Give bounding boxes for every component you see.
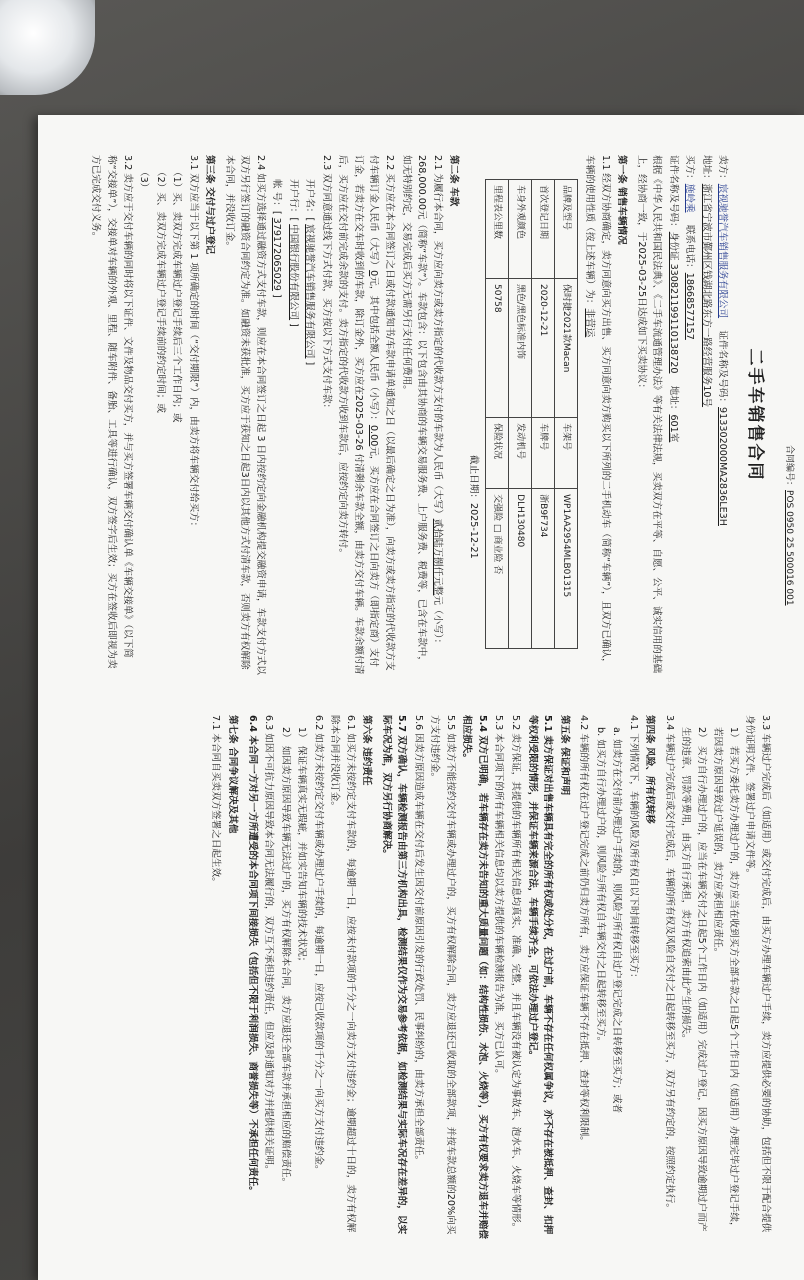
clause-2-1-text: 2.1 为履行本合同，买方应向卖方或卖方指定的代收款方支付的车款为人民币（大写） [431,155,443,519]
buyer-label: 买方： [684,155,696,184]
clause-6-2-item-1: 1） 保证车辆真实无瑕疵，并如实告知车辆的技术状况； [296,727,308,967]
vehicle-table-value: WP1AA2954MLB01315 [554,489,577,649]
insurance-expiry-value: 2025-12-21 [467,502,479,559]
article-1-heading: 第一条 销售车辆情况 [616,155,628,245]
seller-address-label: 地址： [700,155,712,184]
clause-5-6: 5.6 因卖方原因造成车辆在交付后发生因交付前原因引发的行政处罚、民事纠纷的，由卖方承担全部责任。 [412,715,424,1166]
clause-6-2-item-2: 2） 如因卖方原因导致车辆无法过户的，买方有权解除本合同，卖方应退还全部车款并承担相应的赔偿责任。 [279,727,291,1188]
buyer-id-line [665,155,681,675]
vehicle-table-key: 保险状况 [485,418,508,489]
preamble: 根据《中华人民共和国民法典》、《二手车流通管理办法》等有关法律法规，买卖双方在平等、自愿、公平、诚实信用的基础上，经协商一致，于2025-03-25日达成如下买卖协议： [635,155,663,674]
buyer-phone: 18668577157 [684,272,696,340]
buyer-address-label: 地址： [667,385,679,415]
clause-3-1-option-2: （2）买、卖双方完成车辆过户登记手续前的约定时间；或 [154,167,166,413]
clause-2-1 [398,155,445,675]
account-number: 379172065029 [271,217,283,291]
article-5-heading: 第五条 保证和声明 [558,715,570,796]
buyer-phone-label: 联系电话： [684,224,696,273]
clause-5-7: 5.7 双方确认，车辆检测报告由第三方机构出具，检测结果仅作为交易参考依据，如检测结果与实际车况存在差异的，以实际车况为准，双方另行协商解决。 [380,715,408,1235]
payee-name: 宸视驰誉汽车销售服务有限公司 [304,224,316,359]
buyer-name: 施岭乘 [684,183,696,213]
left-column [87,155,774,675]
vehicle-table-value: DLH130480 [508,489,531,649]
clause-5-5: 5.5 如卖方不能按约交付车辆或办理过户的，买方有权解除合同，卖方应退还已收取的全部款项，并按车款总额的20%向买方支付违约金。 [429,715,456,1235]
clause-5-4: 5.4 双方已明确，若车辆存在卖方未告知的重大质量问题（如：结构性损伤、水泡、火烧等），买方有权要求卖方退车并赔偿相应损失。 [461,715,488,1240]
clause-3-3: 3.3 车辆过户完成后（如适用）或交付完成后，由买方办理车辆过户手续，卖方应提供必要的协助，包括但不限于配合提供身份证明文件、签署过户申请文件等。 [744,715,771,1233]
clause-3-1-option-3: （3） [138,167,150,193]
contract-page-rotated [38,115,804,1280]
deposit-uppercase: 0 [368,270,380,277]
contract-title: 二手车销售合同 [745,348,765,482]
vehicle-table-key: 首次登记日期 [531,180,554,279]
clause-6-1: 6.1 如买方未按约定支付车款的，每逾期一日，应按未付款项的千分之一向卖方支付违约金；逾期超过十日的，卖方有权解除本合同并没收订金。 [329,715,356,1233]
contract-paper [38,115,804,1280]
buyer-address: 601室 [667,414,679,443]
seller-address: 浙江省宁波市鄞州区钱湖北路东方一路经营服务10号 [700,183,712,408]
vehicle-table-key: 车架号 [554,418,577,489]
seller-name: 宸视驰誉汽车销售服务有限公司 [717,183,729,319]
vehicle-table-row [508,180,531,649]
seller-address-line [698,155,714,675]
vehicle-table-key: 品牌及型号 [554,180,577,279]
vehicle-table-row [554,180,577,649]
vehicle-table-key: 里程表公里数 [485,180,508,279]
article-3-heading: 第三条 交付与过户登记 [204,155,216,255]
vehicle-usage-value: 非营运 [584,308,596,338]
contract-number-value: POS 0950 25 500016 001 [784,490,794,606]
contract-number [781,445,796,606]
seller-line [715,155,731,675]
clause-1-1-text: 1.1 经双方协商确定，卖方同意向买方出售、买方同意向卖方购买以下所列的二手机动车（简称“车辆”），且双方已确认，车辆的使用性质（按上述车辆）为： [584,155,611,668]
clause-6-4: 6.4 本合同一方对另一方所遭受的本合同项下间接损失（包括但不限于利润损失、商誉损失等）不承担任何责任。 [246,715,258,1196]
buyer-id: 身份证 330821199110138720 [667,231,679,374]
right-column [207,715,774,1240]
vehicle-table-value: 交强险 □ 商业险 否 [485,489,508,649]
article-6-heading: 第六条 违约责任 [361,715,373,786]
clause-2-2-tail: 元，买方应在合同签订之日向卖方（即指定商）支付订金，若卖方在交车时收到的车款，除订金外，买方应在2025-03-26 付清剩余车款全额，由卖方交付车辆。车款余额付清后，买方应在交付前完成余款的支付。卖方指定的代收款方收到车款后，应按约定向卖方转付。 [337,155,380,675]
clause-2-2-rest: 元，其中包括全额人民币（小写）： [368,276,380,425]
vehicle-table-value: 2020-12-21 [531,279,554,418]
bank-label: 开户行： [287,179,299,218]
vehicle-table-value: 保时捷2021款Macan [554,279,577,418]
insurance-expiry-label: 截止日期： [467,455,479,503]
clause-2-4: 2.4 如买方选择通过融资方式支付车款，则应在本合同签订之日起 3 日内按约定向金融机构提交融资申请，车款支付方式以双方另行签订的融资合同约定为准。如融资未获批准，买方应于获知之日起3日内以其他方式付清车款，否则卖方有权解除本合同，并没收订金。 [223,155,266,675]
seller-label: 卖方： [717,155,729,184]
clause-3-3-item-1: 1） 若买方委托卖方办理过户的，卖方应当在收到买方全部车款之日起5个工作日内（如适用）办理完毕过户登记手续，若因卖方原因导致过户延误的，卖方应承担相应责任。 [712,727,739,1232]
clause-4-1: 4.1 下列情况下，车辆的风险及所有权自以下时间转移至买方： [627,715,639,983]
clause-2-3: 2.3 双方同意通过线下方式付款，买方按以下方式支付车款： [320,155,332,414]
payee-line: 开户名：[ 宸视驰誉汽车销售服务有限公司 ] [304,179,316,366]
seller-id: 913302000MA2836LE3H [717,407,729,526]
clause-6-2: 6.2 如卖方未按约定交付车辆或办理过户手续的，每逾期一日，应按已收款项的千分之一向买方支付违约金。 [312,715,324,1175]
contract-number-label: 合同编号： [784,445,794,491]
price-uppercase: 贰拾陆万捌仟元整 [431,518,443,596]
vehicle-table-key: 发动机号 [508,418,531,489]
clause-3-3-item-2: 2） 买方自行办理过户的，应当在车辆交付之日起5个工作日内（如适用）完成过户登记，因买方原因导致逾期过户而产生的违章、罚款等费用，由买方自行承担，卖方有权追索由此产生的损失。 [680,727,707,1232]
buyer-id-label: 证件名称及号码： [667,155,679,232]
deposit-amount: 0.00 [368,424,380,447]
clause-4-2: 4.2 车辆的所有权在过户登记完成之前仍归卖方所有，卖方应保证车辆不存在抵押、查封等权利限制。 [578,715,590,1146]
clause-5-3: 5.3 本合同项下的所有车辆相关信息均以卖方提供的车辆检测报告为准，买方已认可。 [493,715,505,1079]
buyer-line [682,155,698,675]
vehicle-table-row [485,180,508,649]
payee-label: 开户名： [304,179,316,218]
vehicle-table-row [531,180,554,649]
clause-3-1: 3.1 双方应当于以下第 1 项所确定的时间（“交付期限”）内，由卖方将车辆交付给买方： [187,155,199,532]
clause-4-1-b: b. 如买方自行办理过户的，则风险与所有权自车辆交付之日起转移至买方。 [594,727,606,1047]
clause-5-2: 5.2 卖方保证，其提供的车辆所有相关信息均真实、准确、完整，并且车辆没有被认定为事故车、泡水车、火烧车等情形。 [510,715,522,1233]
clause-6-3: 6.3 如因不可抗力原因导致本合同无法履行的，双方互不承担违约责任，但应及时通知对方并提供相关证明。 [263,715,275,1175]
vehicle-table-key: 车牌号 [531,418,554,489]
clause-7-1: 7.1 本合同自买卖双方签署之日起生效。 [210,715,222,887]
clause-3-2: 3.2 卖方应于交付车辆的同时将以下证件、文件及物品交付买方，并与买方签署车辆交付确认单《车辆交接单》（以下简称“交接单”），交接单对车辆的外观、里程、随车附件、备胎、工具等进行确认，双方签字后生效；买方在签收后即视为卖方已完成交付义务。 [90,155,133,669]
clause-4-1-a: a. 如卖方在交付前办理过户手续的，则风险与所有权自过户登记完成之日转移至买方；或者 [611,727,623,1114]
vehicle-table-value: 黑色/黑色标准内饰 [508,279,531,418]
article-4-heading: 第四条 风险、所有权转移 [644,715,656,824]
seller-id-label: 证件名称及号码： [717,330,729,408]
clause-2-2 [335,155,397,675]
vehicle-table-value: 浙B9F734 [531,489,554,649]
clause-2-2-text: 2.2 买方应在本合同签订之日或付款通知书/车款申请单通知之日（以最后确定之日为准），向卖方或卖方指定的代收款方支付车辆订金人民币（大写） [368,155,396,671]
insurance-expiry [465,455,481,675]
bank-line: 开户行：[ 中国银行股份有限公司 ] [287,179,299,327]
vehicle-info-table [485,179,578,649]
article-2-heading: 第二条 车款 [448,155,460,207]
clause-2-1-rest: 元（小写）：268,000.00元（简称“车款”）。车款包含：以下包含由其协商的车辆交易服务费、上户服务费、税费等，已含在车款中，如无特别约定，交易完成后买方无需另行支付任何费用。 [400,155,443,666]
clause-3-1-option-1: （1）买、卖双方完成车辆过户登记手续后三个工作日内；或 [171,167,183,423]
vehicle-table-value: 50758 [485,279,508,418]
clause-1-1 [582,155,613,675]
vehicle-table-key: 车身外观颜色 [508,180,531,279]
article-7-heading: 第七条 合同争议解决及其他 [227,715,238,834]
account-line: 帐 号：[ 379172065029 ] [271,179,283,298]
account-label: 帐 号： [271,179,283,211]
clause-3-4: 3.4 车辆过户完成后或交付完成后，车辆的所有权及风险自交付之日起转移至买方，双方另有约定的，按照约定执行。 [663,715,675,1213]
clause-5-1: 5.1 卖方保证对出售车辆具有完全的所有权或处分权，在过户前，车辆不存在任何权属争议，亦不存在被抵押、查封、扣押等权利受限的情形，并保证车辆来源合法，车辆手续齐全，可依法办理过户登记。 [526,715,554,1235]
bank-name: 中国银行股份有限公司 [287,224,299,321]
